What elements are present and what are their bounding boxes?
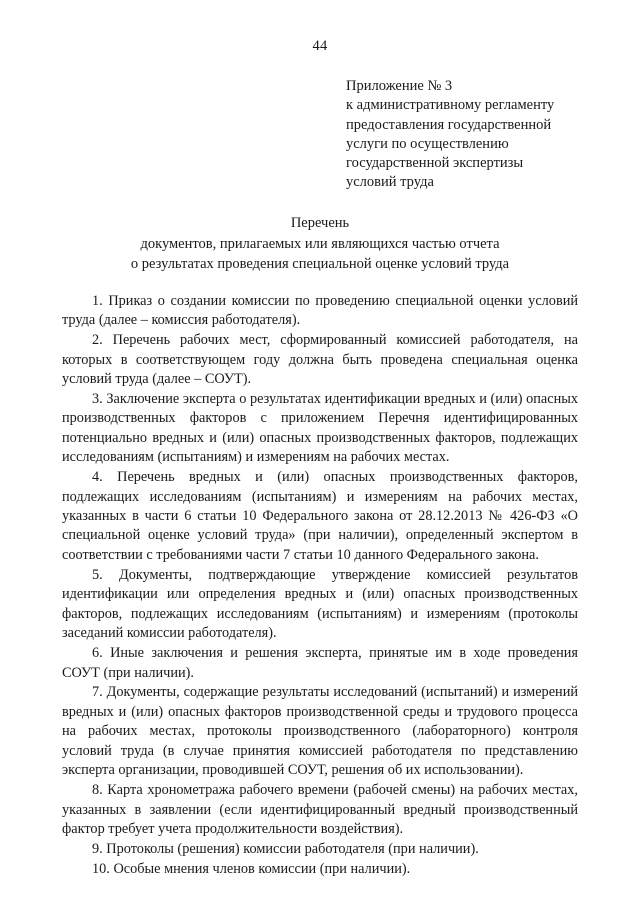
list-item: 9. Протоколы (решения) комиссии работодателя (при наличии). (92, 840, 479, 857)
list-item: 7. Документы, содержащие результаты исследований (испытаний) и измерений вредных и (или) опасных факторов производственной среды и трудового процесса на рабочих местах, протоколы производственного (лабораторного) контроля условий труда (в случае принятия комиссией работодателя по представлению эксперта организации, проводившей СОУТ, решения об их использовании). (62, 684, 578, 779)
list-item: 5. Документы, подтверждающие утверждение комиссией результатов идентификации или определения вредных и (или) опасных производственных факторов, подлежащих исследованиям (испытаниям) и измерениям (протоколы заседаний комиссии работодателя). (62, 566, 578, 642)
appendix-header-line-2: к административному регламенту (346, 97, 555, 114)
document-title (62, 213, 578, 274)
document-body (62, 292, 578, 880)
document-title-line-3: о результатах проведения специальной оценке условий труда (130, 255, 510, 272)
list-item: 1. Приказ о создании комиссии по проведению специальной оценки условий труда (далее – комиссия работодателя). (62, 292, 578, 329)
document-title-line-2: документов, прилагаемых или являющихся частью отчета (140, 235, 500, 252)
list-item: 3. Заключение эксперта о результатах идентификации вредных и (или) опасных производственных факторов с приложением Перечня идентифицированных потенциально вредных и (или) опасных производственных факторов, подлежащих исследованиям (испытаниям) и измерениям на рабочих местах. (62, 390, 578, 466)
appendix-header-line-3: предоставления государственной (346, 116, 552, 133)
appendix-header-line-5: государственной экспертизы (346, 155, 524, 172)
appendix-header (346, 77, 578, 193)
list-item: 2. Перечень рабочих мест, сформированный комиссией работодателя, на которых в соответствующем году должна быть проведена специальная оценка условий труда (далее – СОУТ). (62, 332, 578, 387)
list-item: 4. Перечень вредных и (или) опасных производственных факторов, подлежащих исследованиям (испытаниям) и измерениям на рабочих местах, указанных в части 6 статьи 10 Федерального закона от 28.12.2013 № 426-ФЗ «О специальной оценке условий труда» (при наличии), определенный экспертом в соответствии с требованиями части 7 статьи 10 данного Федерального закона. (62, 469, 578, 563)
appendix-header-line-4: услуги по осуществлению (346, 135, 509, 152)
page-number: 44 (312, 38, 328, 54)
appendix-header-line-6: условий труда (346, 174, 434, 191)
list-item: 10. Особые мнения членов комиссии (при наличии). (92, 860, 411, 877)
list-item: 8. Карта хронометража рабочего времени (рабочей смены) на рабочих местах, указанных в заявлении (если идентифицированный вредный производственный фактор требует учета продолжительности воздействия). (62, 782, 578, 837)
document-title-line-1: Перечень (290, 214, 350, 231)
appendix-header-line-1: Приложение № 3 (346, 78, 453, 94)
list-item: 6. Иные заключения и решения эксперта, принятые им в ходе проведения СОУТ (при наличии). (62, 645, 578, 681)
